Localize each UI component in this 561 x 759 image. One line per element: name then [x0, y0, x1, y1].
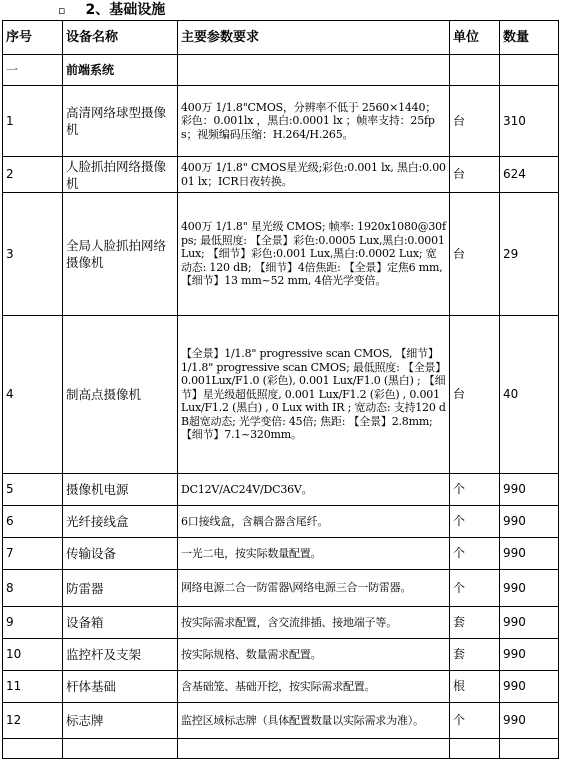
- row-unit: 台: [450, 193, 500, 316]
- table-row: [3, 316, 559, 474]
- row-qty: 990: [500, 506, 559, 538]
- row-unit: 个: [450, 703, 500, 739]
- row-no: 7: [3, 538, 63, 570]
- row-no: 12: [3, 703, 63, 739]
- row-no: 3: [3, 193, 63, 316]
- row-param: 含基础笼、基础开挖，按实际需求配置。: [178, 671, 450, 703]
- row-name: 传输设备: [63, 538, 178, 570]
- table-row: [3, 474, 559, 506]
- section-heading: [58, 0, 165, 20]
- section-row: [3, 55, 559, 86]
- row-qty: 624: [500, 157, 559, 193]
- row-param: DC12V/AC24V/DC36V。: [178, 474, 450, 506]
- row-qty: 990: [500, 474, 559, 506]
- row-qty: 990: [500, 570, 559, 607]
- row-no: 4: [3, 316, 63, 474]
- table-row-partial: [3, 739, 559, 759]
- table-row: [3, 703, 559, 739]
- row-unit: 台: [450, 157, 500, 193]
- row-name: 防雷器: [63, 570, 178, 607]
- row-param: 一光二电，按实际数量配置。: [178, 538, 450, 570]
- table-row: [3, 607, 559, 639]
- section-title: 2、基础设施: [85, 2, 166, 18]
- row-unit: 个: [450, 570, 500, 607]
- col-header-no: 序号: [3, 21, 63, 55]
- row-qty: 310: [500, 86, 559, 157]
- row-param: 【全景】1/1.8" progressive scan CMOS, 【细节】1/1.8" progressive scan CMOS; 最低照度: 【全景】0.001Lux/F1.0 (彩色), 0.001 Lux/F1.0 (黑白) ; 【细节】星光级超低照度, 0.001 Lux/F1.2 (彩色) , 0.001 Lux/F1.2 (黑白) , 0 Lux with IR ; 宽动态: 支持120 dB超宽动态; 光学变倍: 45倍; 焦距: 【全景】2.8mm; 【细节】7.1~320mm。: [178, 316, 450, 474]
- row-no: 5: [3, 474, 63, 506]
- table-row: [3, 570, 559, 607]
- row-name: 光纤接线盒: [63, 506, 178, 538]
- row-qty: 990: [500, 671, 559, 703]
- row-param: 6口接线盒，含耦合器含尾纤。: [178, 506, 450, 538]
- bullet-icon: ▫: [58, 4, 66, 17]
- col-header-param: 主要参数要求: [178, 21, 450, 55]
- col-header-qty: 数量: [500, 21, 559, 55]
- row-name: 摄像机电源: [63, 474, 178, 506]
- col-header-name: 设备名称: [63, 21, 178, 55]
- row-qty: 29: [500, 193, 559, 316]
- row-unit: 个: [450, 506, 500, 538]
- row-unit: 根: [450, 671, 500, 703]
- row-name: 全局人脸抓拍网络摄像机: [63, 193, 178, 316]
- row-param: 400万 1/1.8"CMOS，分辨率不低于 2560×1440；彩色：0.001lx ，黑白:0.0001 lx ；帧率支持：25fps；视频编码压缩：H.264/H.265。: [178, 86, 450, 157]
- row-param: 网络电源二合一防雷器\网络电源三合一防雷器。: [178, 570, 450, 607]
- row-no: 8: [3, 570, 63, 607]
- row-unit: 套: [450, 607, 500, 639]
- row-qty: 990: [500, 538, 559, 570]
- row-qty: 40: [500, 316, 559, 474]
- row-param: 400万 1/1.8" CMOS星光级;彩色:0.001 lx, 黑白:0.0001 lx；ICR日夜转换。: [178, 157, 450, 193]
- row-name: 监控杆及支架: [63, 639, 178, 671]
- row-qty: 990: [500, 639, 559, 671]
- section-no: 一: [3, 55, 63, 86]
- row-unit: 套: [450, 639, 500, 671]
- table-row: [3, 86, 559, 157]
- row-no: 2: [3, 157, 63, 193]
- row-unit: 台: [450, 316, 500, 474]
- row-name: 高清网络球型摄像机: [63, 86, 178, 157]
- row-name: 标志牌: [63, 703, 178, 739]
- row-param: 按实际需求配置，含交流排插、接地端子等。: [178, 607, 450, 639]
- table-header-row: [3, 21, 559, 55]
- row-qty: 990: [500, 607, 559, 639]
- row-no: 11: [3, 671, 63, 703]
- row-unit: 个: [450, 538, 500, 570]
- row-param: 按实际规格、数量需求配置。: [178, 639, 450, 671]
- row-unit: 台: [450, 86, 500, 157]
- row-param: 400万 1/1.8" 星光级 CMOS; 帧率: 1920x1080@30fps; 最低照度: 【全景】彩色:0.0005 Lux,黑白:0.0001 Lux; 【细节】彩色:0.001 Lux,黑白:0.0002 Lux; 宽动态: 120 dB; 【细节】4倍焦距: 【全景】定焦6 mm, 【细节】13 mm~52 mm, 4倍光学变倍。: [178, 193, 450, 316]
- row-name: 杆体基础: [63, 671, 178, 703]
- row-param: 监控区域标志牌（具体配置数量以实际需求为准）。: [178, 703, 450, 739]
- table-row: [3, 538, 559, 570]
- section-name: 前端系统: [63, 55, 178, 86]
- row-no: 9: [3, 607, 63, 639]
- table-row: [3, 193, 559, 316]
- row-unit: 个: [450, 474, 500, 506]
- table-row: [3, 639, 559, 671]
- table-row: [3, 506, 559, 538]
- row-name: 设备箱: [63, 607, 178, 639]
- row-no: 6: [3, 506, 63, 538]
- row-no: 1: [3, 86, 63, 157]
- row-no: 10: [3, 639, 63, 671]
- col-header-unit: 单位: [450, 21, 500, 55]
- table-row: [3, 671, 559, 703]
- row-qty: 990: [500, 703, 559, 739]
- row-name: 人脸抓拍网络摄像机: [63, 157, 178, 193]
- equipment-table: [2, 20, 559, 759]
- row-name: 制高点摄像机: [63, 316, 178, 474]
- table-row: [3, 157, 559, 193]
